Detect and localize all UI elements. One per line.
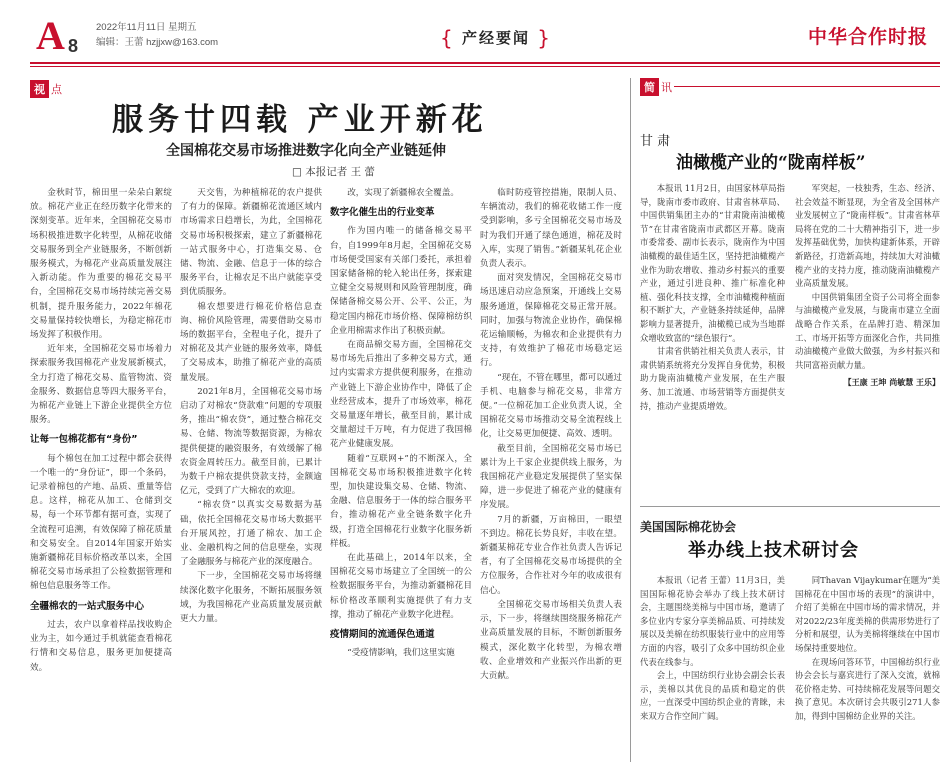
brief-1-columns	[640, 182, 940, 504]
paragraph: 同Thavan Vijaykumar在题为“美国棉花在中国市场的表现”的演讲中，介绍了美棉在中国市场的需求情况，并对2022/23年度美棉的供需形势进行了分析和展望，认为美棉将继续在中国市场保持重要地位。	[795, 575, 940, 653]
brief-tag	[640, 78, 672, 96]
paragraph: 金秋时节，棉田里一朵朵白絮绽放。棉花产业正在经历数字化带来的深刻变革。近年来，全国棉花交易市场积极推进数字化转型，从棉花收储交易服务到全产业链服务，不断创新服务模式，为棉花产业高质量发展注入新动能。作为重要的棉花交易平台，全国棉花交易市场持续完善交易机制，提升服务能力，2022年棉花交易量保持较快增长，为稳定棉花市场发挥了积极作用。	[30, 188, 172, 341]
paragraph: 在此基础上，2014年以来，全国棉花交易市场建立了全国统一的公检数据服务平台，为推动新疆棉花目标价格改革顺利实施提供了有力支撑，推动了棉花产业数字化进程。	[330, 553, 472, 620]
subheading: 疫情期间的流通保色通道	[330, 629, 435, 641]
paragraph: 2021年8月，全国棉花交易市场启动了对棉农“贷款难”问题的专项服务，推出“棉农贷”，通过整合棉花交易、仓储、物流等数据资源，为棉农提供便捷的融资服务，有效缓解了棉农资金周转压力。截至目前，已累计为数千户棉农提供贷款支持，金额逾亿元，受到了广大棉农的欢迎。	[180, 386, 322, 497]
brief-1-title: 油橄榄产业的“陇南样板”	[676, 153, 866, 173]
paragraph: “现在，不管在哪里，都可以通过手机、电脑参与棉花交易，非常方便。”一位棉花加工企业负责人说，全国棉花交易市场推动交易全流程线上化，让交易更加便捷、高效、透明。	[480, 372, 622, 440]
article-byline: □ 本报记者 王 蕾	[292, 166, 375, 178]
article-column-2	[180, 186, 322, 754]
paragraph: 每个棉包在加工过程中都会获得一个唯一的“身份证”，即一个条码，记录着棉包的产地、品质、重量等信息。这样，棉花从加工、仓储到交易，每一个环节都有据可查，实现了全流程可追溯，有效保障了棉花质量和交易安全。自2014年国家开始实施新疆棉花目标价格改革以来，全国棉花交易市场承担了公检数据管理和棉包信息服务等工作。	[30, 453, 172, 592]
article-column-1	[30, 186, 172, 754]
main-article	[30, 78, 622, 681]
brief-1-signoff: 【王康 王坤 尚敏慧 王乐】	[843, 378, 940, 388]
paragraph: “受疫情影响，我们这里实施	[347, 648, 455, 659]
column-divider	[630, 78, 631, 762]
paragraph: 改，实现了新疆棉农全覆盖。	[347, 188, 459, 198]
paragraph: 下一步，全国棉花交易市场将继续深化数字化服务，不断拓展服务领域，为我国棉花产业高质量发展贡献更大力量。	[180, 571, 322, 625]
brief-1-column-1	[640, 182, 785, 504]
paragraph: 近年来，全国棉花交易市场着力探索服务我国棉花产业发展新模式，全力打造了棉花交易、监管物流、资金服务、数据信息等四大服务平台，为棉花产业链上下游企业提供全方位服务。	[30, 344, 172, 426]
brief-2-location: 美国国际棉花协会	[640, 520, 737, 534]
paragraph: 会上，中国纺织行业协会副会长表示，美棉以其优良的品质和稳定的供应，一直深受中国纺织企业的青睐，未来双方合作空间广阔。	[640, 670, 785, 721]
subheading: 数字化催生出的行业变革	[330, 207, 435, 219]
paragraph: 随着“互联网+”的不断深入，全国棉花交易市场积极推进数字化转型，加快建设集交易、仓储、物流、金融、信息服务于一体的综合服务平台，推动棉花产业全链条数字化升级，打造全国棉花行业数字化服务新样板。	[330, 453, 472, 549]
paragraph: 截至目前，全国棉花交易市场已累计为上千家企业提供线上服务，为我国棉花产业稳定发展提供了坚实保障，进一步促进了棉花产业的健康有序发展。	[480, 443, 622, 511]
section-name	[440, 26, 552, 50]
tag-box: 简	[640, 78, 659, 96]
paragraph: 作为国内唯一的储备棉交易平台，自1999年8月起，全国棉花交易市场便受国家有关部门委托，承担着国家储备棉的轮入轮出任务，探索建立健全交易规则和风险管理制度，确保储备棉交易公开、公平、公正，为稳定国内棉花市场价格、保障棉纺织企业用棉需求作出了积极贡献。	[330, 226, 472, 336]
section-label: 产经要闻	[461, 29, 530, 47]
paragraph: 中国供销集团全资子公司将全面参与油橄榄产业发展，与陇南市建立全面战略合作关系，在品牌打造、精深加工、市场开拓等方面深化合作，共同推动油橄榄产业做大做强，为乡村振兴和共同富裕贡献力量。	[795, 291, 940, 370]
paragraph: 棉农想要进行棉花价格信息查询、棉价风险管理，需要借助交易市场的数据平台，全程电子化，提升了对棉花及其产业链的服务效率，降低了交易成本，助推了棉花产业的高质量发展。	[180, 301, 322, 383]
paragraph: 在现场问答环节，中国棉纺织行业协会会长与嘉宾进行了深入交流，就棉花价格走势、可持续棉花发展等问题交换了意见。本次研讨会共吸引271人参加，得到中国棉纺企业界的关注。	[795, 656, 940, 721]
brief-1-column-2	[795, 182, 940, 504]
paragraph: 甘肃省供销社相关负责人表示，甘肃供销系统将充分发挥自身优势，积极助力陇南油橄榄产业发展，在生产服务、加工流通、市场营销等方面提供支持，推动产业提质增效。	[640, 346, 785, 411]
article-title: 服务廿四载 产业开新花	[112, 102, 488, 138]
date-line: 2022年11月11日 星期五	[96, 22, 197, 33]
paragraph: 在商品棉交易方面，全国棉花交易市场先后推出了多种交易方式，通过内实需求方提供便利服务，在推动产业链上下游企业协作中，降低了企业经营成本，提升了市场效率，棉花交易量逐年增长，截至目前，累计成交量超过千万吨，有力促进了我国棉花产业健康发展。	[330, 340, 472, 450]
brief-divider	[640, 506, 940, 507]
paragraph: 面对突发情况，全国棉花交易市场迅速启动应急预案，开通线上交易服务通道，保障棉花交易正常开展。同时，加强与物流企业协作，确保棉花运输顺畅，为棉农和企业提供有力支持，有效维护了棉花市场稳定运行。	[480, 273, 622, 369]
paragraph: 全国棉花交易市场相关负责人表示，下一步，将继续围绕服务棉花产业高质量发展的目标，不断创新服务模式，深化数字化转型，为棉农增收、企业增效和产业振兴作出新的更大贡献。	[480, 599, 622, 681]
tag-rest: 讯	[661, 81, 672, 94]
paragraph: 过去，农户以拿着样品找收购企业为主，如今通过手机就能查看棉花行情和交易信息，服务更加便捷高效。	[30, 619, 172, 673]
section-brace-close: }	[537, 26, 552, 50]
paragraph: 7月的新疆，万亩棉田，一眼望不到边。棉花长势良好，丰收在望。新疆某棉花专业合作社负责人告诉记者，有了全国棉花交易市场提供的全方位服务，合作社对今年的收成很有信心。	[480, 514, 622, 596]
paragraph: 本报讯（记者 王蕾）11月3日，美国国际棉花协会举办了线上技术研讨会，主题围绕美棉与中国市场，邀请了多位业内专家分享美棉品质、可持续发展以及美棉在纺织服装行业中的应用等方面的内容，吸引了众多中国纺织企业代表在线参与。	[640, 575, 785, 667]
brief-2-title: 举办线上技术研讨会	[688, 540, 859, 561]
brief-2-columns	[640, 574, 940, 758]
subheading: 让每一包棉花都有“身份”	[30, 434, 138, 446]
brief-2-column-2	[795, 574, 940, 758]
paragraph: 本报讯 11月2日，由国家林草局指导，陇南市委市政府、甘肃省林草局、中国供销集团主办的“甘肃陇南油橄榄节”在甘肃省陇南市武都区开幕。陇南市委常委、副市长表示，陇南作为中国油橄榄的最佳适生区，坚持把油橄榄产业作为助农增收、推动乡村振兴的重要产业，通过引进良种、推广标准化种植、强化科技支撑，全市油橄榄种植面积不断扩大，产业链条持续延伸，品牌影响力显著提升，油橄榄已成为当地群众增收致富的“绿色银行”。	[640, 183, 785, 343]
paragraph: 临时防疫管控措施，限制人员、车辆流动，我们的棉花收储工作一度受到影响，多亏全国棉花交易市场及时为我们开通了绿色通道，棉花及时入库，实现了销售。”新疆某轧花企业负责人表示。	[480, 188, 622, 270]
brief-1-location: 甘 肃	[640, 134, 671, 149]
head-meta	[96, 20, 218, 50]
tag-rest: 点	[51, 83, 62, 96]
viewpoint-tag	[30, 80, 62, 98]
article-column-3	[330, 186, 472, 754]
article-column-4	[480, 186, 622, 754]
brand-logo: 中华合作时报	[807, 26, 928, 48]
tag-box: 视	[30, 80, 49, 98]
page-number: 8	[68, 36, 79, 56]
page-letter: A	[36, 13, 65, 58]
brief-rule	[674, 86, 940, 87]
header-rule	[30, 62, 940, 64]
editor-line: 编辑：王蕾 hzjjxw@163.com	[96, 37, 219, 48]
paragraph: 军突起，一枝独秀，生态、经济、社会效益不断显现，为全省及全国林产业发展树立了“陇南样板”。甘肃省林草局将在党的二十大精神指引下，进一步发挥基础优势，加快构建新体系，开辟新路径，打造新高地，持续加大对油橄榄产业的支持力度，推动陇南油橄榄产业高质量发展。	[795, 183, 940, 289]
article-subtitle: 全国棉花交易市场推进数字化向全产业链延伸	[166, 143, 446, 159]
header-rule-thin	[30, 66, 940, 67]
article-columns	[30, 186, 622, 754]
brief-2-column-1	[640, 574, 785, 758]
section-brace-open: {	[440, 26, 455, 50]
paragraph: 天交售，为种植棉花的农户提供了有力的保障。新疆棉花流通区域内市场需求日趋增长，为此，全国棉花交易市场积极探索，建立了新疆棉花一站式服务中心，打造集交易、仓储、物流、金融、信息于一体的综合服务平台，让棉农足不出户就能享受到优质服务。	[180, 188, 322, 298]
paragraph: “棉农贷”以真实交易数据为基础，依托全国棉花交易市场大数据平台开展风控，打通了棉农、加工企业、金融机构之间的信息壁垒，实现了金融服务与棉花产业的深度融合。	[180, 500, 322, 568]
masthead	[30, 10, 940, 66]
subheading: 全疆棉农的一站式服务中心	[30, 600, 145, 612]
